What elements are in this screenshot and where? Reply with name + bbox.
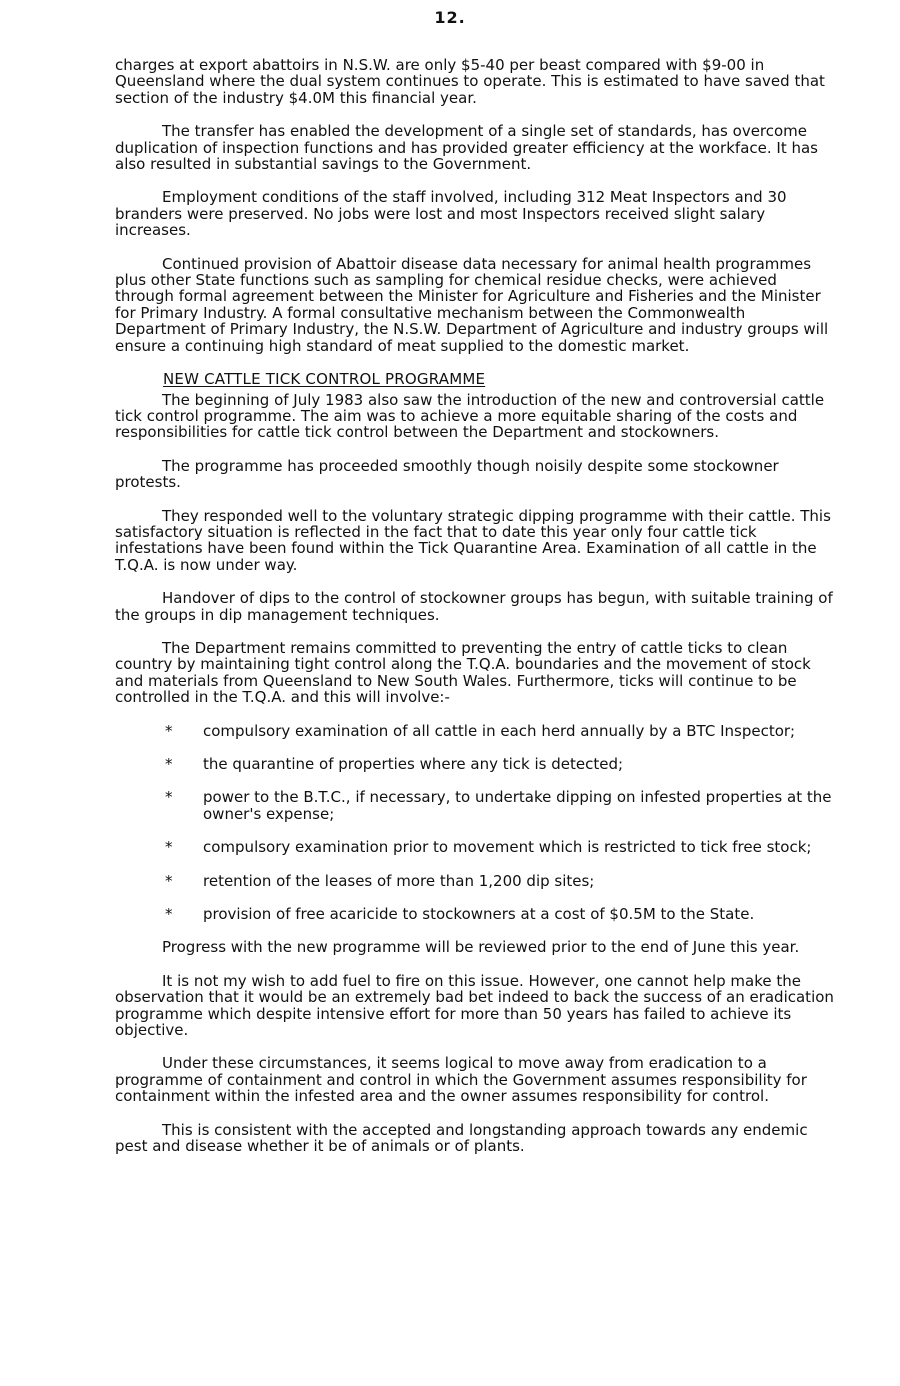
page-body — [115, 57, 840, 1172]
list-item — [115, 789, 840, 822]
paragraph: Under these circumstances, it seems logical to move away from eradication to a programme of containment and control in which the Government assumes responsibility for containment within the infested area and the owner assumes responsibility for control. — [115, 1054, 807, 1106]
list-item — [115, 723, 840, 739]
paragraphs-middle — [115, 392, 840, 706]
paragraph: Employment conditions of the staff involved, including 312 Meat Inspectors and 30 branders were preserved. No jobs were lost and most Inspectors received slight salary increases. — [115, 188, 787, 240]
paragraph: It is not my wish to add fuel to fire on this issue. However, one cannot help make the observation that it would be an extremely bad bet indeed to back the success of an eradication programme which despite intensive effort for more than 50 years has failed to achieve its objective. — [115, 971, 834, 1040]
bullet-asterisk: * — [165, 721, 173, 740]
paragraph: Handover of dips to the control of stockowner groups has begun, with suitable training of the groups in dip management techniques. — [115, 589, 833, 624]
page-number: 12. — [434, 8, 466, 27]
paragraph: The programme has proceeded smoothly though noisily despite some stockowner protests. — [115, 456, 779, 492]
list-item-text: power to the B.T.C., if necessary, to undertake dipping on infested properties at the owner's expense; — [203, 788, 832, 823]
bullet-asterisk: * — [165, 838, 173, 857]
section-heading: NEW CATTLE TICK CONTROL PROGRAMME — [163, 370, 486, 389]
bullet-asterisk: * — [165, 905, 173, 924]
bullet-asterisk: * — [165, 871, 173, 890]
list-item-text: compulsory examination of all cattle in each herd annually by a BTC Inspector; — [203, 721, 796, 740]
bullet-asterisk: * — [165, 788, 173, 807]
list-item — [115, 756, 840, 772]
list-item-text: retention of the leases of more than 1,200 dip sites; — [203, 871, 595, 890]
paragraph: charges at export abattoirs in N.S.W. are only $5-40 per beast compared with $9-00 in Queensland where the dual system continues to operate. This is estimated to have saved that section of the industry $4.0M this financial year. — [115, 56, 825, 107]
list-item-text: provision of free acaricide to stockowners at a cost of $0.5M to the State. — [203, 905, 755, 924]
list-item — [115, 873, 840, 889]
list-item-text: the quarantine of properties where any tick is detected; — [203, 755, 624, 773]
paragraph: The beginning of July 1983 also saw the introduction of the new and controversial cattle tick control programme. The aim was to achieve a more equitable sharing of the costs and responsibilities for cattle tick control between the Department and stockowners. — [115, 390, 825, 442]
paragraph: Continued provision of Abattoir disease data necessary for animal health programmes plus other State functions such as sampling for chemical residue checks, were achieved through formal agreement between the Minister for Agriculture and Fisheries and the Minister for Primary Industry. A formal consultative mechanism between the Commonwealth Department of Primary Industry, the N.S.W. Department of Agriculture and industry groups will ensure a continuing high standard of meat supplied to the domestic market. — [115, 254, 829, 355]
paragraph: Progress with the new programme will be reviewed prior to the end of June this year. — [162, 938, 800, 957]
paragraphs-top — [115, 57, 840, 354]
bullet-asterisk: * — [165, 755, 173, 773]
list-item — [115, 906, 840, 922]
paragraphs-bottom — [115, 939, 840, 1154]
bullet-list — [115, 723, 840, 923]
paragraph: The transfer has enabled the development of a single set of standards, has overcome duplication of inspection functions and has provided greater efficiency at the workface. It has also resulted in substantial savings to the Government. — [115, 122, 818, 174]
paragraph: This is consistent with the accepted and longstanding approach towards any endemic pest and disease whether it be of animals or of plants. — [115, 1120, 808, 1156]
list-item-text: compulsory examination prior to movement which is restricted to tick free stock; — [203, 838, 812, 857]
paragraph: The Department remains committed to preventing the entry of cattle ticks to clean country by maintaining tight control along the T.Q.A. boundaries and the movement of stock and materials from Queensland to New South Wales. Furthermore, ticks will continue to be controlled in the T.Q.A. and this will involve:- — [115, 638, 811, 707]
list-item — [115, 839, 840, 855]
paragraph: They responded well to the voluntary strategic dipping programme with their cattle. This satisfactory situation is reflected in the fact that to date this year only four cattle tick infestations have been found within the Tick Quarantine Area. Examination of all cattle in the T.Q.A. is now under way. — [115, 506, 831, 574]
